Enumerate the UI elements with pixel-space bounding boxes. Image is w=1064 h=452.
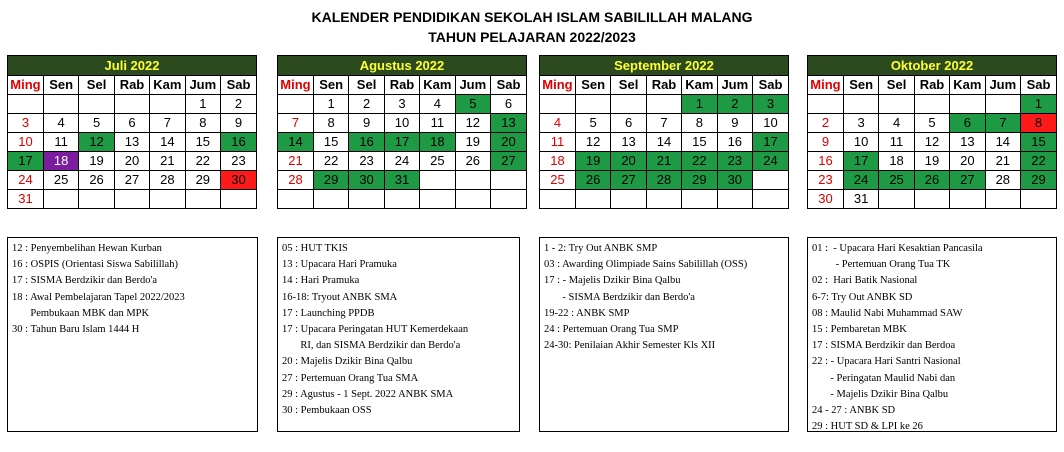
calendar-day: 29 <box>185 171 220 190</box>
calendar-day: 13 <box>950 133 985 152</box>
calendar-day: 21 <box>150 152 185 171</box>
calendar-day: 15 <box>682 133 717 152</box>
empty-day-cell <box>221 190 256 209</box>
event-note: - Peringatan Maulid Nabi dan <box>812 372 956 384</box>
calendar-day: 10 <box>753 114 788 133</box>
calendar-day: 5 <box>79 114 114 133</box>
event-note: 03 : Awarding Olimpiade Sains Sabilillah (OSS) <box>544 259 748 271</box>
calendar-day: 29 <box>313 171 348 190</box>
empty-day-cell <box>646 95 681 114</box>
event-note: 29 : Agustus - 1 Sept. 2022 ANBK SMA <box>282 388 454 400</box>
month-header: Oktober 2022 <box>808 56 1056 76</box>
calendar-day: 30 <box>349 171 384 190</box>
calendar-day: 16 <box>221 133 256 152</box>
event-note: 19-22 : ANBK SMP <box>544 307 630 319</box>
calendar-day: 28 <box>278 171 313 190</box>
academic-year-subtitle: TAHUN PELAJARAN 2022/2023 <box>428 29 636 45</box>
empty-day-cell <box>575 190 610 209</box>
event-note: 24 : Pertemuan Orang Tua SMP <box>544 324 679 336</box>
empty-day-cell <box>611 95 646 114</box>
empty-day-cell <box>79 95 114 114</box>
calendar-day: 21 <box>646 152 681 171</box>
empty-day-cell <box>843 95 878 114</box>
calendar-grid <box>808 76 1056 208</box>
empty-day-cell <box>150 190 185 209</box>
weekday-header: Sab <box>491 76 526 95</box>
calendar-day: 1 <box>185 95 220 114</box>
calendar-day: 6 <box>114 114 149 133</box>
empty-day-cell <box>682 190 717 209</box>
calendar-day: 21 <box>985 152 1020 171</box>
event-note: 14 : Hari Pramuka <box>282 275 360 287</box>
calendar-day: 9 <box>717 114 752 133</box>
month-october <box>807 55 1057 209</box>
calendar-day: 5 <box>575 114 610 133</box>
event-note: 17 : - Majelis Dzikir Bina Qalbu <box>544 275 681 287</box>
calendar-day: 11 <box>879 133 914 152</box>
calendar-day: 7 <box>278 114 313 133</box>
calendar-day: 30 <box>221 171 256 190</box>
event-note: 17 : Launching PPDB <box>282 307 375 319</box>
empty-day-cell <box>540 95 575 114</box>
event-note: 13 : Upacara Hari Pramuka <box>282 259 397 271</box>
calendar-day: 19 <box>455 133 490 152</box>
calendar-day: 25 <box>879 171 914 190</box>
calendar-day: 23 <box>221 152 256 171</box>
weekday-header: Sel <box>349 76 384 95</box>
calendar-day: 26 <box>79 171 114 190</box>
calendar-day: 8 <box>682 114 717 133</box>
weekday-header: Sen <box>43 76 78 95</box>
weekday-header: Rab <box>646 76 681 95</box>
calendar-day: 13 <box>491 114 526 133</box>
calendar-day: 24 <box>8 171 43 190</box>
calendar-day: 24 <box>843 171 878 190</box>
calendar-day: 28 <box>985 171 1020 190</box>
calendar-day: 18 <box>43 152 78 171</box>
calendar-day: 13 <box>611 133 646 152</box>
empty-day-cell <box>611 190 646 209</box>
calendar-day: 6 <box>611 114 646 133</box>
weekday-header: Sel <box>79 76 114 95</box>
calendar-grid <box>540 76 788 208</box>
weekday-header: Kam <box>150 76 185 95</box>
calendar-day: 3 <box>753 95 788 114</box>
empty-day-cell <box>540 190 575 209</box>
empty-day-cell <box>808 95 843 114</box>
calendar-day: 12 <box>79 133 114 152</box>
weekday-header: Sen <box>843 76 878 95</box>
notes-september <box>539 237 789 432</box>
calendar-day: 26 <box>455 152 490 171</box>
calendar-day: 17 <box>384 133 419 152</box>
calendar-day: 4 <box>879 114 914 133</box>
calendar-day: 6 <box>950 114 985 133</box>
calendar-title: KALENDER PENDIDIKAN SEKOLAH ISLAM SABILILLAH MALANG <box>311 9 753 25</box>
calendar-day: 14 <box>278 133 313 152</box>
calendar-day: 27 <box>611 171 646 190</box>
calendar-day: 29 <box>682 171 717 190</box>
empty-day-cell <box>114 95 149 114</box>
notes-october <box>807 237 1057 432</box>
calendar-day: 24 <box>384 152 419 171</box>
empty-day-cell <box>879 95 914 114</box>
calendar-day: 10 <box>384 114 419 133</box>
event-note: 17 : Upacara Peringatan HUT Kemerdekaan <box>282 324 469 336</box>
weekday-header: Jum <box>455 76 490 95</box>
calendar-day: 3 <box>8 114 43 133</box>
calendar-day: 30 <box>717 171 752 190</box>
empty-day-cell <box>455 190 490 209</box>
empty-day-cell <box>278 190 313 209</box>
calendar-day: 22 <box>313 152 348 171</box>
empty-day-cell <box>950 95 985 114</box>
calendar-day: 4 <box>420 95 455 114</box>
empty-day-cell <box>717 190 752 209</box>
weekday-header: Sab <box>1021 76 1056 95</box>
calendar-day: 1 <box>1021 95 1056 114</box>
notes-july <box>7 237 258 432</box>
empty-day-cell <box>914 190 949 209</box>
event-note: - SISMA Berdzikir dan Berdo'a <box>544 291 695 303</box>
calendar-day: 16 <box>808 152 843 171</box>
calendar-day: 16 <box>717 133 752 152</box>
empty-day-cell <box>43 190 78 209</box>
empty-day-cell <box>79 190 114 209</box>
empty-day-cell <box>455 171 490 190</box>
event-note: 16-18: Tryout ANBK SMA <box>282 291 398 303</box>
calendar-day: 3 <box>384 95 419 114</box>
weekday-header: Rab <box>114 76 149 95</box>
calendar-day: 11 <box>540 133 575 152</box>
empty-day-cell <box>313 190 348 209</box>
event-note: 24 - 27 : ANBK SD <box>812 405 896 417</box>
empty-day-cell <box>278 95 313 114</box>
month-header: September 2022 <box>540 56 788 76</box>
weekday-header: Ming <box>278 76 313 95</box>
weekday-header: Rab <box>384 76 419 95</box>
event-note: 01 : - Upacara Hari Kesaktian Pancasila <box>812 243 983 254</box>
calendar-day: 14 <box>985 133 1020 152</box>
empty-day-cell <box>646 190 681 209</box>
calendar-grid <box>8 76 256 208</box>
calendar-day: 23 <box>349 152 384 171</box>
event-note: 12 : Penyembelihan Hewan Kurban <box>12 243 162 254</box>
calendar-day: 4 <box>43 114 78 133</box>
empty-day-cell <box>150 95 185 114</box>
calendar-day: 27 <box>114 171 149 190</box>
event-note: - Majelis Dzikir Bina Qalbu <box>812 388 949 400</box>
calendar-day: 20 <box>950 152 985 171</box>
calendar-day: 23 <box>808 171 843 190</box>
empty-day-cell <box>491 190 526 209</box>
weekday-header: Kam <box>682 76 717 95</box>
calendar-day: 1 <box>313 95 348 114</box>
calendar-day: 21 <box>278 152 313 171</box>
calendar-day: 19 <box>575 152 610 171</box>
calendar-day: 17 <box>753 133 788 152</box>
calendar-day: 17 <box>8 152 43 171</box>
calendar-day: 22 <box>185 152 220 171</box>
event-note: RI, dan SISMA Berdzikir dan Berdo'a <box>282 340 461 352</box>
empty-day-cell <box>575 95 610 114</box>
event-note: 17 : SISMA Berdzikir dan Berdoa <box>812 340 956 352</box>
event-note: 05 : HUT TKIS <box>282 243 348 254</box>
calendar-grid <box>278 76 526 208</box>
month-august <box>277 55 527 209</box>
empty-day-cell <box>491 171 526 190</box>
calendar-day: 16 <box>349 133 384 152</box>
calendar-day: 8 <box>313 114 348 133</box>
calendar-day: 5 <box>455 95 490 114</box>
event-note: 6-7: Try Out ANBK SD <box>812 291 913 303</box>
calendar-day: 24 <box>753 152 788 171</box>
event-note: 02 : Hari Batik Nasional <box>812 275 918 287</box>
calendar-day: 6 <box>491 95 526 114</box>
calendar-day: 1 <box>682 95 717 114</box>
event-note: 16 : OSPIS (Orientasi Siswa Sabilillah) <box>12 259 178 271</box>
calendar-day: 8 <box>185 114 220 133</box>
calendar-day: 31 <box>843 190 878 209</box>
calendar-day: 19 <box>914 152 949 171</box>
calendar-day: 4 <box>540 114 575 133</box>
month-header: Agustus 2022 <box>278 56 526 76</box>
empty-day-cell <box>753 171 788 190</box>
calendar-day: 25 <box>540 171 575 190</box>
event-note: 15 : Pembaretan MBK <box>812 324 907 336</box>
empty-day-cell <box>349 190 384 209</box>
calendar-day: 15 <box>313 133 348 152</box>
event-note: 30 : Tahun Baru Islam 1444 H <box>12 324 140 336</box>
calendar-day: 27 <box>491 152 526 171</box>
month-july <box>7 55 257 209</box>
calendar-day: 19 <box>79 152 114 171</box>
calendar-day: 12 <box>455 114 490 133</box>
calendar-day: 23 <box>717 152 752 171</box>
event-note: 18 : Awal Pembelajaran Tapel 2022/2023 <box>12 291 185 303</box>
calendar-day: 13 <box>114 133 149 152</box>
calendar-day: 7 <box>646 114 681 133</box>
calendar-day: 12 <box>575 133 610 152</box>
calendar-day: 12 <box>914 133 949 152</box>
empty-day-cell <box>43 95 78 114</box>
calendar-day: 14 <box>646 133 681 152</box>
month-september <box>539 55 789 209</box>
weekday-header: Jum <box>717 76 752 95</box>
empty-day-cell <box>985 95 1020 114</box>
calendar-day: 9 <box>221 114 256 133</box>
calendar-day: 9 <box>349 114 384 133</box>
calendar-day: 14 <box>150 133 185 152</box>
event-note: 17 : SISMA Berdzikir dan Berdo'a <box>12 275 158 287</box>
calendar-day: 3 <box>843 114 878 133</box>
weekday-header: Sen <box>575 76 610 95</box>
calendar-day: 25 <box>420 152 455 171</box>
empty-day-cell <box>420 171 455 190</box>
event-note: 27 : Pertemuan Orang Tua SMA <box>282 372 419 384</box>
calendar-day: 2 <box>717 95 752 114</box>
calendar-day: 11 <box>420 114 455 133</box>
calendar-day: 26 <box>914 171 949 190</box>
calendar-day: 31 <box>8 190 43 209</box>
calendar-day: 18 <box>879 152 914 171</box>
empty-day-cell <box>185 190 220 209</box>
empty-day-cell <box>914 95 949 114</box>
calendar-day: 30 <box>808 190 843 209</box>
weekday-header: Rab <box>914 76 949 95</box>
calendar-day: 2 <box>349 95 384 114</box>
event-note: 29 : HUT SD & LPI ke 26 <box>812 421 923 432</box>
empty-day-cell <box>114 190 149 209</box>
calendar-day: 15 <box>185 133 220 152</box>
event-note: 20 : Majelis Dzikir Bina Qalbu <box>282 356 413 368</box>
weekday-header: Jum <box>985 76 1020 95</box>
calendar-day: 22 <box>682 152 717 171</box>
calendar-day: 8 <box>1021 114 1056 133</box>
calendar-day: 20 <box>611 152 646 171</box>
calendar-day: 2 <box>221 95 256 114</box>
calendar-day: 22 <box>1021 152 1056 171</box>
event-note: - Pertemuan Orang Tua TK <box>812 259 951 271</box>
notes-august <box>277 237 520 432</box>
calendar-day: 20 <box>114 152 149 171</box>
calendar-day: 2 <box>808 114 843 133</box>
calendar-day: 28 <box>150 171 185 190</box>
calendar-day: 9 <box>808 133 843 152</box>
weekday-header: Kam <box>420 76 455 95</box>
calendar-day: 7 <box>985 114 1020 133</box>
calendar-day: 7 <box>150 114 185 133</box>
event-note: 24-30: Penilaian Akhir Semester Kls XII <box>544 340 716 352</box>
empty-day-cell <box>879 190 914 209</box>
weekday-header: Sel <box>879 76 914 95</box>
weekday-header: Sab <box>753 76 788 95</box>
calendar-day: 18 <box>420 133 455 152</box>
calendar-day: 15 <box>1021 133 1056 152</box>
calendar-day: 27 <box>950 171 985 190</box>
event-note: 22 : - Upacara Hari Santri Nasional <box>812 356 961 368</box>
event-note: 30 : Pembukaan OSS <box>282 405 372 417</box>
calendar-day: 25 <box>43 171 78 190</box>
empty-day-cell <box>384 190 419 209</box>
calendar-day: 31 <box>384 171 419 190</box>
calendar-day: 29 <box>1021 171 1056 190</box>
calendar-day: 5 <box>914 114 949 133</box>
empty-day-cell <box>950 190 985 209</box>
calendar-day: 28 <box>646 171 681 190</box>
weekday-header: Ming <box>540 76 575 95</box>
empty-day-cell <box>1021 190 1056 209</box>
calendar-day: 11 <box>43 133 78 152</box>
weekday-header: Sen <box>313 76 348 95</box>
calendar-day: 17 <box>843 152 878 171</box>
weekday-header: Ming <box>8 76 43 95</box>
event-note: Pembukaan MBK dan MPK <box>12 307 150 319</box>
calendar-day: 10 <box>8 133 43 152</box>
event-note: 1 - 2: Try Out ANBK SMP <box>544 243 658 254</box>
weekday-header: Ming <box>808 76 843 95</box>
calendar-day: 18 <box>540 152 575 171</box>
event-note: 08 : Maulid Nabi Muhammad SAW <box>812 307 963 319</box>
weekday-header: Kam <box>950 76 985 95</box>
empty-day-cell <box>753 190 788 209</box>
empty-day-cell <box>8 95 43 114</box>
empty-day-cell <box>420 190 455 209</box>
empty-day-cell <box>985 190 1020 209</box>
calendar-day: 26 <box>575 171 610 190</box>
weekday-header: Sel <box>611 76 646 95</box>
weekday-header: Jum <box>185 76 220 95</box>
calendar-day: 10 <box>843 133 878 152</box>
calendar-day: 20 <box>491 133 526 152</box>
month-header: Juli 2022 <box>8 56 256 76</box>
weekday-header: Sab <box>221 76 256 95</box>
